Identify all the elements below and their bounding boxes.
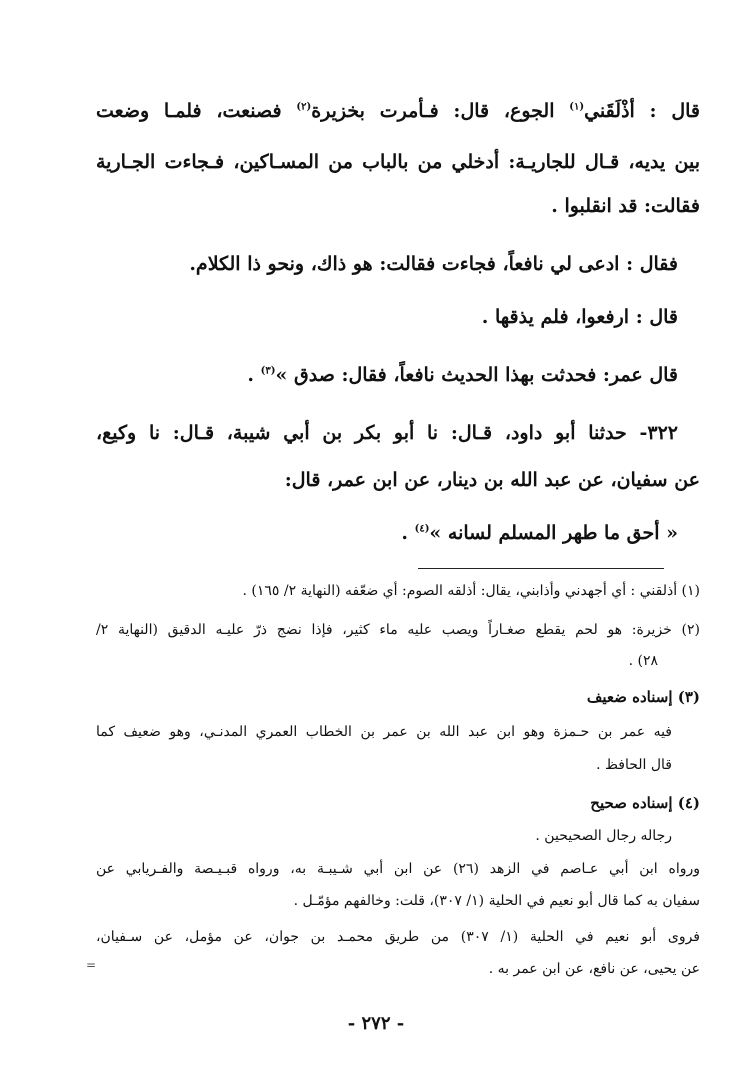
- main-line-6: [247, 358, 678, 392]
- text-segment: الجوع، قال: فـأمرت بخزيرة: [311, 100, 570, 122]
- text-segment: قال عمر: فحدثت بهذا الحديث نافعاً، فقال: صدق »: [275, 364, 678, 386]
- footnote-ref-3[interactable]: (٣): [260, 365, 276, 377]
- footnote-divider: [418, 568, 664, 569]
- main-line-5: قال : ارفعوا، فلم يذقها .: [481, 306, 678, 328]
- footnote-ref-1[interactable]: (١): [569, 101, 585, 113]
- footnote-1: (١) أذلقني : أي أجهدني وأذابني، يقال: أذلقه الصوم: أي ضعّفه (النهاية ٢/ ١٦٥) .: [242, 583, 700, 599]
- footnote-3-line-1: فيه عمر بن حـمزة وهو ابن عبد الله بن عمر بن الخطاب العمري المدنـي، وهو ضعيف كما: [96, 724, 672, 740]
- hadith-322-line-1: ٣٢٢- حدثنا أبو داود، قـال: نا أبو بكر بن أبي شيبة، قـال: نا وكيع،: [96, 422, 678, 444]
- main-line-2: بين يديه، قـال للجاريـة: أدخلي من بالباب من المسـاكين، فـجاءت الجـارية: [96, 151, 700, 173]
- text-segment: قال : أذْلَقَني: [584, 100, 700, 122]
- margin-mark: =: [86, 958, 97, 972]
- footnote-3-heading: (٣) إسناده ضعيف: [586, 688, 700, 706]
- footnote-4-line-5: عن يحيى، عن نافع، عن ابن عمر به .: [488, 961, 700, 977]
- footnote-4-line-3: سفيان به كما قال أبو نعيم في الحلية (١/ ٣٠٧)، قلت: وخالفهم مؤمّـل .: [293, 893, 700, 909]
- footnote-4-line-1: رجاله رجال الصحيحين .: [535, 828, 672, 844]
- text-segment: « أحق ما طهر المسلم لسانه »: [429, 522, 678, 544]
- footnote-2-line-1: (٢) خزيرة: هو لحم يقطع صغـاراً ويصب عليه ماء كثير، فإذا نضج ذرّ عليـه الدقيق (النهاية ٢/: [96, 622, 700, 638]
- text-segment: .: [247, 364, 261, 386]
- footnote-2-line-2: ٢٨) .: [628, 653, 658, 669]
- footnote-4-heading: (٤) إسناده صحيح: [590, 794, 700, 812]
- footnote-ref-4[interactable]: (٤): [414, 523, 430, 535]
- footnote-ref-2[interactable]: (٢): [296, 101, 312, 113]
- text-segment: فصنعت، فلمـا وضعت: [96, 100, 297, 122]
- footnote-3-line-2: قال الحافظ .: [596, 757, 672, 773]
- main-line-4: فقال : ادعى لي نافعاً، فجاءت فقالت: هو ذاك، ونحو ذا الكلام.: [189, 253, 678, 275]
- hadith-322-matn: [401, 516, 678, 550]
- footnote-4-line-4: فروى أبو نعيم في الحلية (١/ ٣٠٧) من طريق محمـد بن جوان، عن مؤمل، عن سـفيان،: [96, 929, 700, 945]
- text-segment: .: [401, 522, 415, 544]
- footnote-4-line-2: ورواه ابن أبي عـاصم في الزهد (٢٦) عن ابن أبي شـيبـة به، ورواه قبـيـصة والفـريابي عن: [96, 861, 700, 877]
- main-line-1: [96, 94, 700, 128]
- hadith-322-line-2: عن سفيان، عن عبد الله بن دينار، عن ابن عمر، قال:: [284, 469, 700, 491]
- main-line-3: فقالت: قد انقلبوا .: [551, 195, 700, 217]
- page-number: - ٢٧٢ -: [347, 1013, 405, 1034]
